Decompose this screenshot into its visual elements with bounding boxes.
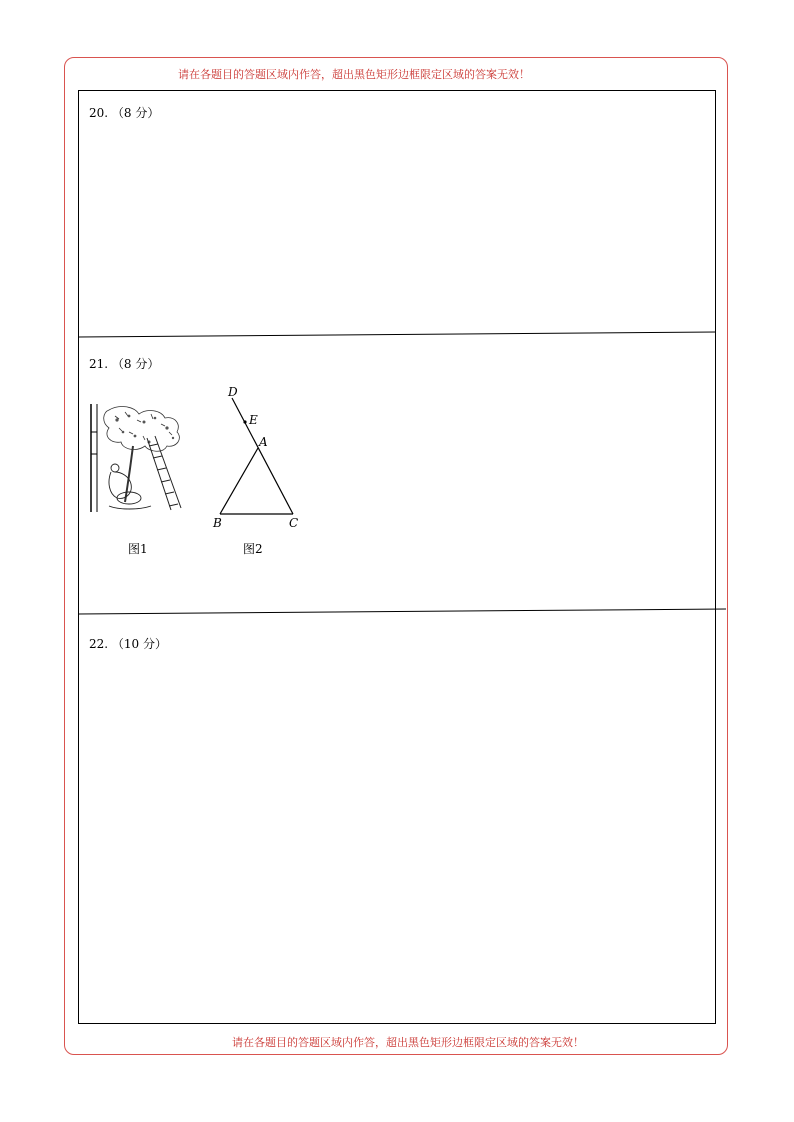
- line-d-to-c: [232, 398, 293, 514]
- question-21-header: [89, 355, 159, 372]
- figure-2-caption: 图2: [243, 542, 263, 556]
- question-22-header: [89, 635, 167, 652]
- point-e: [243, 420, 246, 423]
- label-a: A: [259, 435, 268, 449]
- segment-ab: [220, 448, 258, 514]
- divider-20-21: [78, 332, 716, 337]
- question-20-header: [89, 104, 159, 121]
- label-d: D: [228, 385, 238, 399]
- label-e: E: [249, 413, 258, 427]
- top-warning-notice: 请在各题目的答题区域内作答，超出黑色矩形边框限定区域的答案无效！: [178, 68, 530, 81]
- bottom-warning-notice: 请在各题目的答题区域内作答，超出黑色矩形边框限定区域的答案无效！: [232, 1036, 584, 1049]
- question-22-score: （10 分）: [111, 637, 168, 651]
- question-20-number: 20.: [89, 106, 109, 120]
- label-b: B: [213, 516, 222, 530]
- question-22-number: 22.: [89, 637, 109, 651]
- question-21-number: 21.: [89, 357, 109, 371]
- label-c: C: [289, 516, 299, 530]
- question-21-score: （8 分）: [111, 357, 160, 371]
- divider-21-22: [78, 609, 726, 614]
- figure-1-illustration: [89, 402, 186, 514]
- question-20-score: （8 分）: [111, 106, 160, 120]
- figure-2-triangle-diagram: [205, 384, 310, 534]
- figure-1-caption: 图1: [128, 542, 148, 556]
